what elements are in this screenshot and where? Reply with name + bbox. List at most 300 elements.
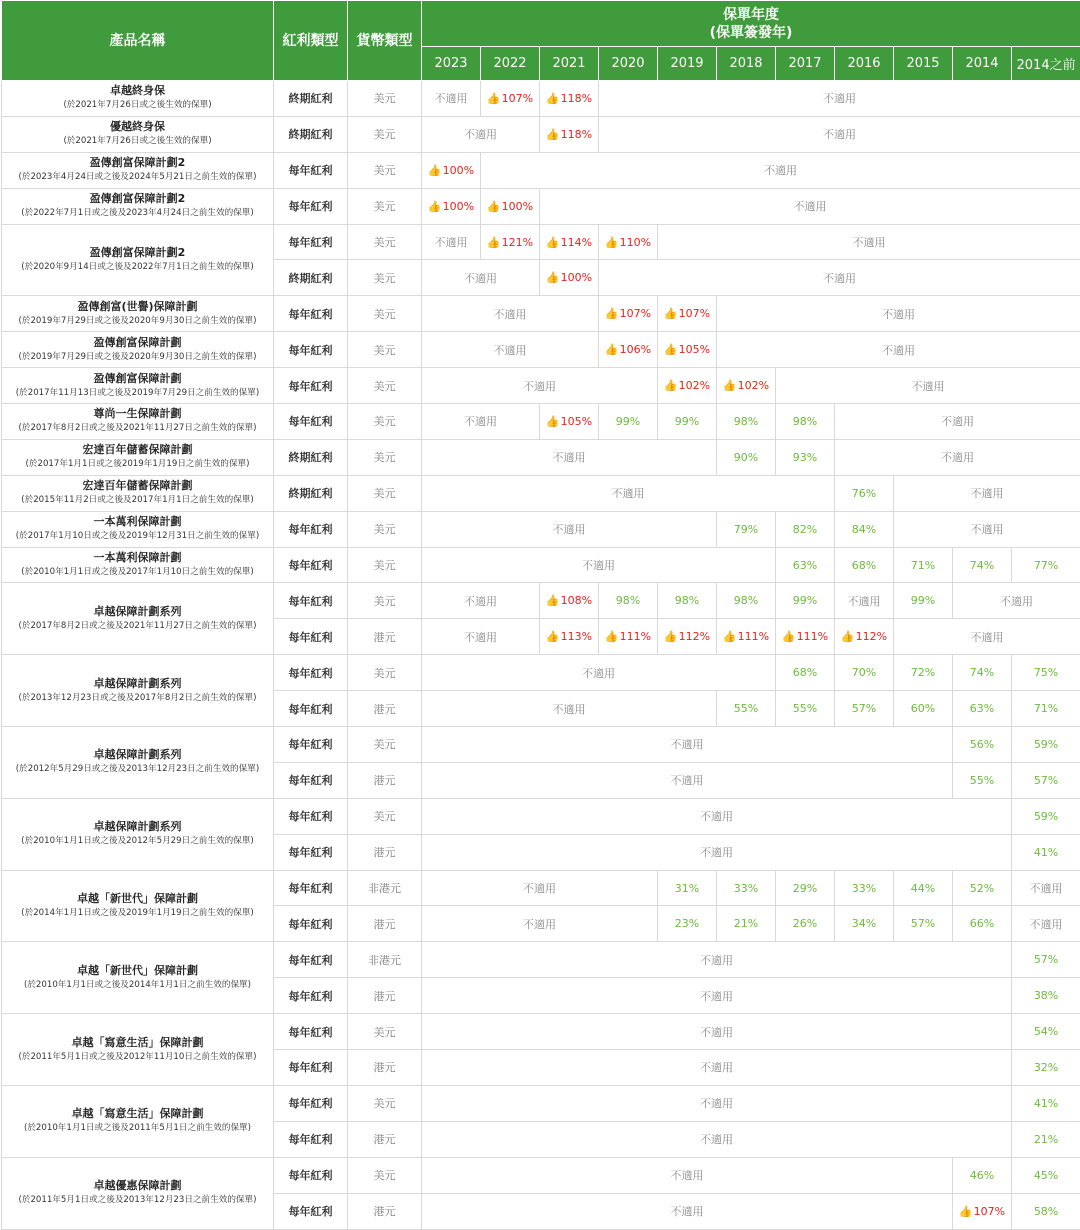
not-applicable-cell: 不適用	[422, 1193, 953, 1229]
ratio-value: 100%	[502, 200, 533, 213]
dividend-type-cell: 每年紅利	[274, 404, 348, 440]
product-effective-period: (於2019年7月29日或之後及2020年9月30日之前生效的保單)	[2, 350, 273, 364]
product-name: 卓越保障計劃系列	[2, 748, 273, 762]
header-year: 2020	[599, 47, 658, 81]
thumbs-up-icon: 👍	[723, 630, 737, 643]
product-effective-period: (於2010年1月1日或之後及2014年1月1日之前生效的保單)	[2, 978, 273, 992]
product-effective-period: (於2021年7月26日或之後生效的保單)	[2, 98, 273, 112]
highlight-ratio-cell	[953, 1193, 1012, 1229]
product-effective-period: (於2011年5月1日或之後及2012年11月10日之前生效的保單)	[2, 1050, 273, 1064]
product-cell	[2, 547, 274, 583]
ratio-cell	[953, 762, 1012, 798]
dividend-type-cell: 每年紅利	[274, 870, 348, 906]
not-applicable-cell: 不適用	[835, 404, 1080, 440]
currency-cell: 美元	[348, 152, 422, 188]
ratio-value: 113%	[561, 630, 592, 643]
ratio-cell	[717, 906, 776, 942]
not-applicable-cell: 不適用	[422, 81, 481, 117]
ratio-value: 121%	[502, 236, 533, 249]
ratio-cell	[835, 475, 894, 511]
currency-cell: 美元	[348, 655, 422, 691]
dividend-type-cell: 每年紅利	[274, 224, 348, 260]
not-applicable-cell: 不適用	[717, 332, 1080, 368]
product-effective-period: (於2023年4月24日或之後及2024年5月21日之前生效的保單)	[2, 170, 273, 184]
currency-cell: 港元	[348, 1050, 422, 1086]
currency-cell: 港元	[348, 1193, 422, 1229]
ratio-cell	[658, 906, 717, 942]
table-row	[2, 81, 1080, 117]
highlight-ratio-cell	[540, 404, 599, 440]
not-applicable-cell: 不適用	[1012, 870, 1080, 906]
not-applicable-cell: 不適用	[776, 368, 1080, 404]
dividend-type-cell: 每年紅利	[274, 1121, 348, 1157]
ratio-value: 55%	[734, 702, 758, 715]
table-row	[2, 798, 1080, 834]
not-applicable-cell: 不適用	[422, 978, 1012, 1014]
ratio-value: 107%	[679, 307, 710, 320]
product-effective-period: (於2010年1月1日或之後及2017年1月10日之前生效的保單)	[2, 565, 273, 579]
ratio-value: 54%	[1034, 1025, 1058, 1038]
highlight-ratio-cell	[599, 619, 658, 655]
ratio-cell	[717, 870, 776, 906]
not-applicable-cell: 不適用	[422, 798, 1012, 834]
ratio-value: 112%	[679, 630, 710, 643]
ratio-value: 26%	[793, 917, 817, 930]
not-applicable-cell: 不適用	[422, 1121, 1012, 1157]
ratio-value: 71%	[1034, 702, 1058, 715]
ratio-value: 76%	[852, 487, 876, 500]
table-row	[2, 583, 1080, 619]
product-effective-period: (於2019年7月29日或之後及2020年9月30日之前生效的保單)	[2, 314, 273, 328]
dividend-type-cell: 每年紅利	[274, 368, 348, 404]
thumbs-up-icon: 👍	[605, 630, 619, 643]
highlight-ratio-cell	[717, 368, 776, 404]
header-policy-year-title: 保單年度	[723, 7, 779, 23]
product-cell	[2, 152, 274, 188]
product-name: 一本萬利保障計劃	[2, 515, 273, 529]
ratio-cell	[1012, 691, 1080, 727]
highlight-ratio-cell	[540, 583, 599, 619]
dividend-type-cell: 每年紅利	[274, 727, 348, 763]
thumbs-up-icon: 👍	[723, 379, 737, 392]
ratio-value: 107%	[620, 307, 651, 320]
not-applicable-cell: 不適用	[422, 368, 658, 404]
ratio-value: 111%	[620, 630, 651, 643]
highlight-ratio-cell	[481, 81, 540, 117]
ratio-cell	[658, 404, 717, 440]
ratio-value: 93%	[793, 451, 817, 464]
ratio-value: 55%	[970, 774, 994, 787]
ratio-value: 106%	[620, 343, 651, 356]
ratio-value: 31%	[675, 882, 699, 895]
currency-cell: 美元	[348, 727, 422, 763]
ratio-value: 21%	[734, 917, 758, 930]
dividend-type-cell: 終期紅利	[274, 475, 348, 511]
ratio-cell	[1012, 655, 1080, 691]
ratio-value: 32%	[1034, 1061, 1058, 1074]
dividend-type-cell: 每年紅利	[274, 1050, 348, 1086]
ratio-value: 59%	[1034, 810, 1058, 823]
currency-cell: 港元	[348, 1121, 422, 1157]
ratio-value: 105%	[679, 343, 710, 356]
thumbs-up-icon: 👍	[841, 630, 855, 643]
product-name: 卓越保障計劃系列	[2, 820, 273, 834]
table-row	[2, 511, 1080, 547]
thumbs-up-icon: 👍	[487, 92, 501, 105]
product-name: 卓越終身保	[2, 84, 273, 98]
header-year: 2019	[658, 47, 717, 81]
product-effective-period: (於2017年11月13日或之後及2019年7月29日之前生效的保單)	[2, 386, 273, 400]
header-policy-year	[422, 1, 1080, 47]
ratio-value: 99%	[616, 415, 640, 428]
dividend-type-cell: 每年紅利	[274, 1157, 348, 1193]
not-applicable-cell: 不適用	[422, 583, 540, 619]
product-cell	[2, 583, 274, 655]
header-year: 2021	[540, 47, 599, 81]
ratio-cell	[599, 404, 658, 440]
ratio-cell	[1012, 762, 1080, 798]
not-applicable-cell: 不適用	[422, 260, 540, 296]
thumbs-up-icon: 👍	[605, 236, 619, 249]
ratio-value: 107%	[974, 1205, 1005, 1218]
product-name: 卓越「新世代」保障計劃	[2, 964, 273, 978]
product-name: 盈傳創富保障計劃2	[2, 246, 273, 260]
dividend-type-cell: 每年紅利	[274, 332, 348, 368]
highlight-ratio-cell	[540, 116, 599, 152]
not-applicable-cell: 不適用	[481, 152, 1080, 188]
product-name: 卓越「寫意生活」保障計劃	[2, 1036, 273, 1050]
not-applicable-cell: 不適用	[422, 942, 1012, 978]
not-applicable-cell: 不適用	[658, 224, 1080, 260]
not-applicable-cell: 不適用	[422, 619, 540, 655]
highlight-ratio-cell	[540, 260, 599, 296]
dividend-type-cell: 每年紅利	[274, 691, 348, 727]
product-cell	[2, 332, 274, 368]
ratio-cell	[894, 547, 953, 583]
ratio-value: 57%	[911, 917, 935, 930]
header-year: 2014	[953, 47, 1012, 81]
ratio-cell	[776, 655, 835, 691]
ratio-value: 59%	[1034, 738, 1058, 751]
product-name: 盈傳創富保障計劃2	[2, 156, 273, 170]
ratio-value: 114%	[561, 236, 592, 249]
thumbs-up-icon: 👍	[428, 200, 442, 213]
highlight-ratio-cell	[422, 188, 481, 224]
dividend-type-cell: 每年紅利	[274, 942, 348, 978]
highlight-ratio-cell	[835, 619, 894, 655]
not-applicable-cell: 不適用	[422, 906, 658, 942]
ratio-value: 82%	[793, 523, 817, 536]
ratio-value: 108%	[561, 594, 592, 607]
product-effective-period: (於2017年1月1日或之後2019年1月19日之前生效的保單)	[2, 457, 273, 471]
ratio-cell	[717, 439, 776, 475]
not-applicable-cell: 不適用	[599, 81, 1080, 117]
not-applicable-cell: 不適用	[422, 547, 776, 583]
dividend-type-cell: 每年紅利	[274, 762, 348, 798]
header-currency: 貨幣類型	[348, 1, 422, 81]
dividend-type-cell: 每年紅利	[274, 547, 348, 583]
ratio-value: 98%	[734, 415, 758, 428]
currency-cell: 港元	[348, 978, 422, 1014]
ratio-value: 72%	[911, 666, 935, 679]
ratio-cell	[835, 655, 894, 691]
not-applicable-cell: 不適用	[717, 296, 1080, 332]
ratio-value: 102%	[738, 379, 769, 392]
dividend-type-cell: 每年紅利	[274, 1085, 348, 1121]
ratio-value: 111%	[738, 630, 769, 643]
table-row	[2, 404, 1080, 440]
ratio-cell	[953, 870, 1012, 906]
ratio-value: 75%	[1034, 666, 1058, 679]
ratio-value: 68%	[852, 559, 876, 572]
highlight-ratio-cell	[540, 224, 599, 260]
product-name: 卓越優惠保障計劃	[2, 1179, 273, 1193]
header-year: 2023	[422, 47, 481, 81]
currency-cell: 港元	[348, 834, 422, 870]
product-effective-period: (於2015年11月2日或之後及2017年1月1日之前生效的保單)	[2, 493, 273, 507]
ratio-value: 71%	[911, 559, 935, 572]
ratio-value: 77%	[1034, 559, 1058, 572]
table-row	[2, 188, 1080, 224]
table-row	[2, 224, 1080, 260]
not-applicable-cell: 不適用	[599, 116, 1080, 152]
ratio-value: 55%	[793, 702, 817, 715]
ratio-cell	[1012, 1050, 1080, 1086]
ratio-value: 79%	[734, 523, 758, 536]
header-year: 2022	[481, 47, 540, 81]
ratio-value: 90%	[734, 451, 758, 464]
currency-cell: 美元	[348, 798, 422, 834]
product-name: 卓越保障計劃系列	[2, 605, 273, 619]
table-row	[2, 727, 1080, 763]
not-applicable-cell: 不適用	[422, 511, 717, 547]
thumbs-up-icon: 👍	[428, 164, 442, 177]
not-applicable-cell: 不適用	[422, 655, 776, 691]
dividend-type-cell: 每年紅利	[274, 906, 348, 942]
currency-cell: 美元	[348, 116, 422, 152]
not-applicable-cell: 不適用	[422, 834, 1012, 870]
product-name: 卓越「新世代」保障計劃	[2, 892, 273, 906]
ratio-value: 68%	[793, 666, 817, 679]
ratio-cell	[953, 906, 1012, 942]
ratio-value: 99%	[675, 415, 699, 428]
not-applicable-cell: 不適用	[422, 224, 481, 260]
thumbs-up-icon: 👍	[546, 594, 560, 607]
product-name: 卓越保障計劃系列	[2, 677, 273, 691]
table-row	[2, 655, 1080, 691]
thumbs-up-icon: 👍	[546, 128, 560, 141]
currency-cell: 美元	[348, 332, 422, 368]
dividend-type-cell: 每年紅利	[274, 1014, 348, 1050]
product-cell	[2, 655, 274, 727]
ratio-value: 98%	[793, 415, 817, 428]
table-row	[2, 475, 1080, 511]
product-cell	[2, 870, 274, 942]
not-applicable-cell: 不適用	[835, 439, 1080, 475]
thumbs-up-icon: 👍	[546, 236, 560, 249]
ratio-value: 107%	[502, 92, 533, 105]
ratio-value: 99%	[911, 594, 935, 607]
ratio-cell	[776, 691, 835, 727]
currency-cell: 美元	[348, 368, 422, 404]
highlight-ratio-cell	[599, 332, 658, 368]
dividend-type-cell: 每年紅利	[274, 296, 348, 332]
currency-cell: 美元	[348, 1157, 422, 1193]
ratio-cell	[835, 511, 894, 547]
header-dividend-type: 紅利類型	[274, 1, 348, 81]
ratio-value: 98%	[734, 594, 758, 607]
dividend-type-cell: 終期紅利	[274, 81, 348, 117]
ratio-cell	[599, 583, 658, 619]
currency-cell: 港元	[348, 906, 422, 942]
ratio-cell	[776, 439, 835, 475]
ratio-value: 58%	[1034, 1205, 1058, 1218]
product-name: 盈傳創富保障計劃	[2, 372, 273, 386]
ratio-value: 44%	[911, 882, 935, 895]
not-applicable-cell: 不適用	[599, 260, 1080, 296]
product-name: 盈傳創富(世譽)保障計劃	[2, 300, 273, 314]
product-name: 尊尚一生保障計劃	[2, 407, 273, 421]
ratio-value: 102%	[679, 379, 710, 392]
dividend-fulfillment-table	[1, 0, 1080, 1230]
ratio-cell	[717, 511, 776, 547]
ratio-cell	[1012, 942, 1080, 978]
ratio-value: 98%	[616, 594, 640, 607]
highlight-ratio-cell	[540, 619, 599, 655]
thumbs-up-icon: 👍	[546, 92, 560, 105]
currency-cell: 港元	[348, 762, 422, 798]
currency-cell: 港元	[348, 691, 422, 727]
thumbs-up-icon: 👍	[487, 236, 501, 249]
ratio-cell	[717, 691, 776, 727]
table-row	[2, 547, 1080, 583]
not-applicable-cell: 不適用	[422, 1157, 953, 1193]
ratio-value: 70%	[852, 666, 876, 679]
ratio-value: 33%	[852, 882, 876, 895]
not-applicable-cell: 不適用	[422, 332, 599, 368]
ratio-cell	[776, 511, 835, 547]
dividend-type-cell: 每年紅利	[274, 798, 348, 834]
product-cell	[2, 942, 274, 1014]
product-name: 宏達百年儲蓄保障計劃	[2, 479, 273, 493]
ratio-value: 111%	[797, 630, 828, 643]
currency-cell: 美元	[348, 81, 422, 117]
ratio-value: 66%	[970, 917, 994, 930]
ratio-cell	[953, 1157, 1012, 1193]
product-cell	[2, 188, 274, 224]
highlight-ratio-cell	[717, 619, 776, 655]
product-cell	[2, 511, 274, 547]
not-applicable-cell: 不適用	[422, 1085, 1012, 1121]
ratio-cell	[953, 655, 1012, 691]
product-effective-period: (於2011年5月1日或之後及2013年12月23日之前生效的保單)	[2, 1193, 273, 1207]
header-year: 2017	[776, 47, 835, 81]
ratio-cell	[1012, 1014, 1080, 1050]
thumbs-up-icon: 👍	[605, 343, 619, 356]
not-applicable-cell: 不適用	[540, 188, 1080, 224]
thumbs-up-icon: 👍	[605, 307, 619, 320]
thumbs-up-icon: 👍	[959, 1205, 973, 1218]
dividend-type-cell: 終期紅利	[274, 116, 348, 152]
ratio-cell	[776, 870, 835, 906]
currency-cell: 美元	[348, 260, 422, 296]
ratio-cell	[658, 583, 717, 619]
highlight-ratio-cell	[658, 296, 717, 332]
product-effective-period: (於2020年9月14日或之後及2022年7月1日之前生效的保單)	[2, 260, 273, 274]
ratio-value: 60%	[911, 702, 935, 715]
ratio-value: 100%	[443, 164, 474, 177]
ratio-value: 21%	[1034, 1133, 1058, 1146]
dividend-type-cell: 每年紅利	[274, 511, 348, 547]
currency-cell: 非港元	[348, 942, 422, 978]
currency-cell: 美元	[348, 1014, 422, 1050]
currency-cell: 美元	[348, 439, 422, 475]
product-cell	[2, 475, 274, 511]
table-row	[2, 1085, 1080, 1121]
ratio-cell	[1012, 1193, 1080, 1229]
thumbs-up-icon: 👍	[664, 307, 678, 320]
ratio-cell	[1012, 1157, 1080, 1193]
product-cell	[2, 296, 274, 332]
highlight-ratio-cell	[599, 224, 658, 260]
header-year: 2015	[894, 47, 953, 81]
ratio-cell	[717, 583, 776, 619]
highlight-ratio-cell	[658, 619, 717, 655]
ratio-cell	[776, 547, 835, 583]
highlight-ratio-cell	[776, 619, 835, 655]
ratio-value: 98%	[675, 594, 699, 607]
product-effective-period: (於2010年1月1日或之後及2012年5月29日之前生效的保單)	[2, 834, 273, 848]
product-cell	[2, 439, 274, 475]
ratio-value: 38%	[1034, 989, 1058, 1002]
thumbs-up-icon: 👍	[664, 379, 678, 392]
product-cell	[2, 1157, 274, 1229]
dividend-type-cell: 每年紅利	[274, 978, 348, 1014]
ratio-cell	[717, 404, 776, 440]
ratio-cell	[894, 583, 953, 619]
ratio-cell	[894, 906, 953, 942]
ratio-value: 57%	[1034, 953, 1058, 966]
highlight-ratio-cell	[658, 332, 717, 368]
not-applicable-cell: 不適用	[422, 691, 717, 727]
currency-cell: 美元	[348, 583, 422, 619]
not-applicable-cell: 不適用	[422, 1050, 1012, 1086]
table-row	[2, 942, 1080, 978]
highlight-ratio-cell	[481, 224, 540, 260]
dividend-type-cell: 終期紅利	[274, 439, 348, 475]
product-effective-period: (於2012年5月29日或之後及2013年12月23日之前生效的保單)	[2, 762, 273, 776]
header-policy-year-subtitle: (保單簽發年)	[710, 25, 793, 41]
ratio-value: 105%	[561, 415, 592, 428]
ratio-cell	[1012, 798, 1080, 834]
ratio-value: 34%	[852, 917, 876, 930]
ratio-value: 57%	[1034, 774, 1058, 787]
ratio-value: 52%	[970, 882, 994, 895]
ratio-value: 45%	[1034, 1169, 1058, 1182]
ratio-cell	[894, 655, 953, 691]
header-year: 2018	[717, 47, 776, 81]
product-name: 宏達百年儲蓄保障計劃	[2, 443, 273, 457]
not-applicable-cell: 不適用	[953, 583, 1080, 619]
ratio-value: 100%	[561, 271, 592, 284]
currency-cell: 美元	[348, 511, 422, 547]
not-applicable-cell: 不適用	[894, 619, 1080, 655]
thumbs-up-icon: 👍	[546, 415, 560, 428]
ratio-value: 74%	[970, 666, 994, 679]
product-effective-period: (於2010年1月1日或之後及2011年5月1日之前生效的保單)	[2, 1121, 273, 1135]
ratio-cell	[1012, 1085, 1080, 1121]
product-cell	[2, 368, 274, 404]
